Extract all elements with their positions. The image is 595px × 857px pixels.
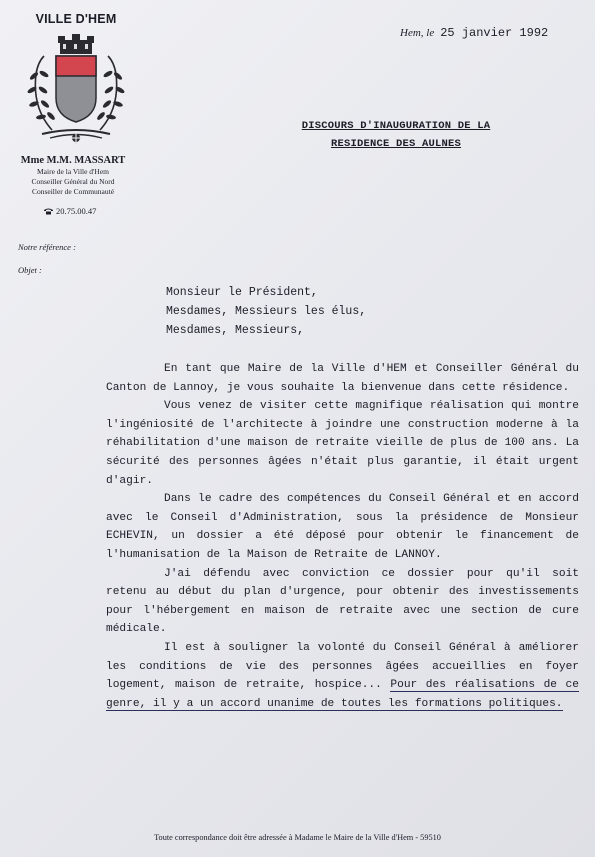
body-paragraph: Vous venez de visiter cette magnifique réalisation qui montre l'ingéniosité de l'architecte à joindre une construction moderne à la réhabilitation d'une maison de retraite vieille de plus de 100 ans. La sécurité des personnes âgées n'était plus garantie, il était urgent d'agir. [106, 400, 579, 487]
footer-address: Toute correspondance doit être adressée à Madame le Maire de la Ville d'Hem - 59510 [154, 833, 441, 842]
phone-number-line [44, 206, 96, 216]
subject-line-2: RESIDENCE DES AULNES [330, 138, 462, 150]
salutation-line: Monsieur le Président, [166, 286, 318, 299]
date-place: Hem, le [400, 27, 435, 39]
mayor-title: Conseiller Général du Nord [31, 177, 115, 186]
body-paragraph: En tant que Maire de la Ville d'HEM et Conseiller Général du Canton de Lannoy, je vous souhaite la bienvenue dans cette résidence. [106, 363, 579, 394]
body-paragraph [106, 565, 579, 639]
subject-line-1: DISCOURS D'INAUGURATION DE LA [301, 120, 491, 132]
mayor-block [14, 155, 132, 197]
phone-number: 20.75.00.47 [56, 206, 97, 216]
object-label: Objet : [18, 265, 42, 275]
date-value: 25 janvier 1992 [440, 26, 549, 40]
city-name: VILLE D'HEM [35, 12, 117, 26]
paragraph-text: Il est à souligner la volonté du Conseil Général à améliorer les conditions de vie des personnes âgées accueillies en foyer logement, maison de retraite, hospice... [106, 641, 579, 692]
coat-of-arms-icon [22, 34, 130, 146]
salutation-line: Mesdames, Messieurs, [166, 324, 305, 337]
salutation-line: Mesdames, Messieurs les élus, [166, 305, 367, 318]
body-paragraph: Dans le cadre des compétences du Conseil Général et en accord avec le Conseil d'Administration, sous la présidence de Monsieur ECHEVIN, un dossier a été déposé pour obtenir le financement de l'humanisation de la Maison de Retraite de LANNOY. [106, 493, 579, 561]
mayor-name: Mme M.M. MASSART [20, 155, 126, 166]
reference-label: Notre référence : [18, 242, 76, 252]
mayor-title: Maire de la Ville d'Hem [37, 167, 109, 176]
telephone-icon [44, 208, 53, 215]
letter-date [400, 26, 548, 40]
mayor-title: Conseiller de Communauté [31, 187, 115, 196]
paragraph-text: J'ai défendu avec conviction ce dossier pour qu'il soit retenu au début du plan d'urgence, pour obtenir des investissements pour l'hébergement en maison de retraite avec une section de cure médicale. [106, 567, 579, 636]
handwritten-underline-sentence: Pour des réalisations de ce genre, il y a un accord unanime de toutes les formations politiques. [106, 679, 579, 710]
letter-body [106, 360, 579, 713]
body-paragraph [106, 639, 579, 713]
